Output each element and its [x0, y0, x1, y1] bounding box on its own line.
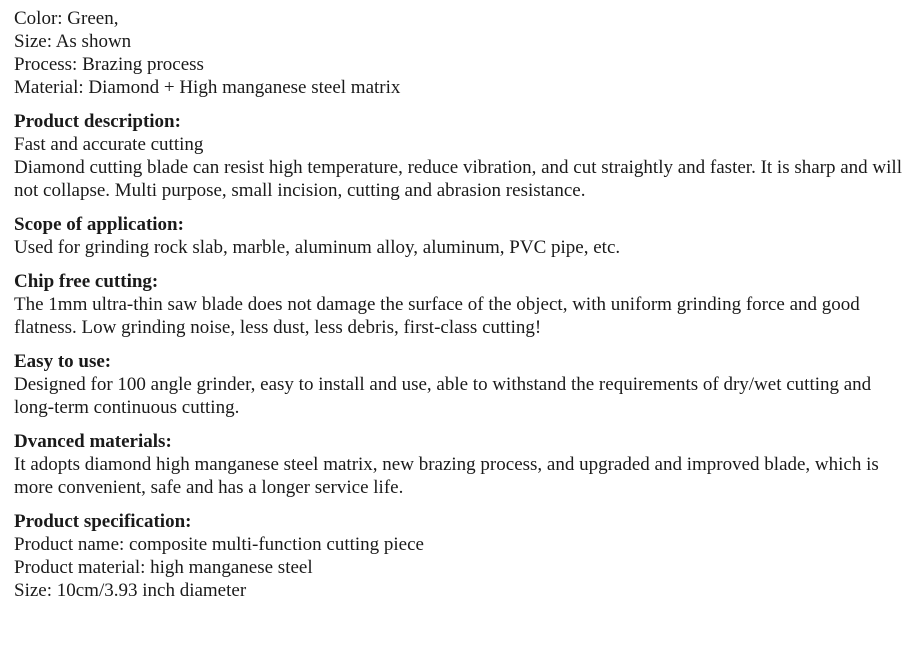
section-heading: Chip free cutting:	[14, 271, 159, 292]
section-text: Designed for 100 angle grinder, easy to install and use, able to withstand the requirements of dry/wet cutting and long-term continuous cutting.	[14, 374, 872, 418]
section-text: Fast and accurate cutting	[14, 134, 204, 155]
section-heading: Dvanced materials:	[14, 431, 172, 452]
spacer	[14, 202, 914, 213]
attribute-color: Color: Green,	[14, 8, 119, 29]
section-chip-free-cutting	[14, 270, 914, 339]
section-scope-of-application	[14, 213, 914, 259]
section-text: Diamond cutting blade can resist high temperature, reduce vibration, and cut straightly and faster. It is sharp and will not collapse. Multi purpose, small incision, cutting and abrasion resistance.	[14, 157, 902, 201]
spec-product-name: Product name: composite multi-function cutting piece	[14, 534, 424, 555]
section-product-specification	[14, 510, 914, 602]
attribute-process: Process: Brazing process	[14, 54, 204, 75]
spacer	[14, 259, 914, 270]
section-heading: Easy to use:	[14, 351, 112, 372]
spacer	[14, 419, 914, 430]
section-text: It adopts diamond high manganese steel matrix, new brazing process, and upgraded and improved blade, which is more convenient, safe and has a longer service life.	[14, 454, 879, 498]
attribute-size: Size: As shown	[14, 31, 132, 52]
section-text: Used for grinding rock slab, marble, aluminum alloy, aluminum, PVC pipe, etc.	[14, 237, 621, 258]
section-advanced-materials	[14, 430, 914, 499]
spacer	[14, 99, 914, 110]
spacer	[14, 339, 914, 350]
spacer	[14, 499, 914, 510]
product-description-document	[14, 7, 914, 602]
attribute-material: Material: Diamond + High manganese steel matrix	[14, 77, 401, 98]
section-product-description	[14, 110, 914, 202]
section-heading: Scope of application:	[14, 214, 184, 235]
attributes-block	[14, 7, 914, 99]
section-text: The 1mm ultra-thin saw blade does not damage the surface of the object, with uniform grinding force and good flatness. Low grinding noise, less dust, less debris, first-class cutting!	[14, 294, 860, 338]
spec-product-material: Product material: high manganese steel	[14, 557, 313, 578]
section-heading: Product specification:	[14, 511, 192, 532]
section-heading: Product description:	[14, 111, 181, 132]
section-easy-to-use	[14, 350, 914, 419]
spec-size: Size: 10cm/3.93 inch diameter	[14, 580, 247, 601]
